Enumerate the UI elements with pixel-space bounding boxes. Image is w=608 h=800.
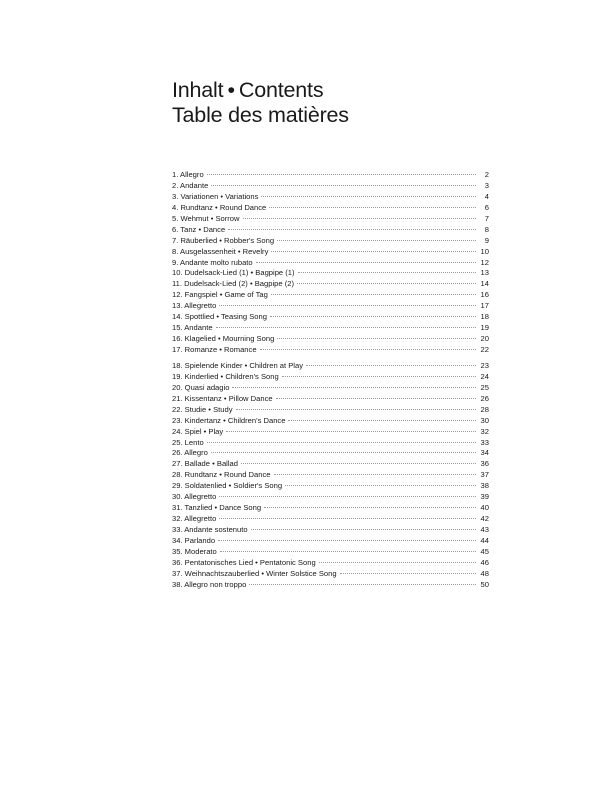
toc-entry-title: 26. Allegro [172, 448, 208, 458]
toc-entry [172, 258, 489, 269]
toc-entry-page-number: 4 [484, 191, 489, 201]
toc-entry [172, 372, 489, 383]
toc-entry-title: 3. Variationen • Variations [172, 191, 259, 201]
dot-leader [219, 496, 476, 497]
toc-entry [172, 345, 489, 356]
toc-entry-title: 30. Allegretto [172, 492, 217, 502]
dot-leader [276, 398, 476, 399]
toc-entry-page-number: 17 [480, 301, 489, 311]
toc-entry-title: 2. Andante [172, 180, 209, 190]
toc-entry-page-number: 26 [480, 393, 489, 403]
toc-entry-title: 29. Soldatenlied • Soldier's Song [172, 481, 283, 491]
toc-entry [172, 459, 489, 470]
toc-entry [172, 236, 489, 247]
toc-entry [172, 492, 489, 503]
dot-leader [306, 365, 476, 366]
dot-leader [251, 529, 476, 530]
dot-leader [271, 294, 476, 295]
toc-entry-title: 10. Dudelsack-Lied (1) • Bagpipe (1) [172, 268, 295, 278]
toc-entry-page-number: 37 [480, 470, 489, 480]
toc-entry [172, 405, 489, 416]
dot-leader [226, 431, 476, 432]
toc-entry [172, 192, 489, 203]
dot-leader [207, 174, 476, 175]
toc-entry-page-number: 13 [480, 268, 489, 278]
toc-entry-page-number: 6 [484, 202, 489, 212]
toc-entry-title: 12. Fangspiel • Game of Tag [172, 290, 268, 300]
toc-entry-title: 8. Ausgelassenheit • Revelry [172, 246, 269, 256]
dot-leader [256, 262, 476, 263]
table-of-contents [172, 170, 489, 591]
dot-leader [282, 376, 476, 377]
toc-entry [172, 170, 489, 181]
dot-leader [228, 229, 476, 230]
toc-entry [172, 470, 489, 481]
toc-entry-page-number: 50 [480, 579, 489, 589]
toc-entry [172, 247, 489, 258]
toc-entry-page-number: 40 [480, 503, 489, 513]
dot-leader [219, 518, 476, 519]
toc-entry [172, 525, 489, 536]
toc-entry-title: 23. Kindertanz • Children's Dance [172, 415, 286, 425]
toc-entry [172, 394, 489, 405]
toc-entry-page-number: 44 [480, 535, 489, 545]
dot-leader [249, 584, 476, 585]
toc-entry-title: 14. Spottlied • Teasing Song [172, 312, 267, 322]
toc-entry-title: 31. Tanzlied • Dance Song [172, 503, 262, 513]
toc-entry-page-number: 43 [480, 525, 489, 534]
toc-entry [172, 312, 489, 323]
toc-entry [172, 361, 489, 372]
toc-entry [172, 181, 489, 192]
toc-entry [172, 547, 489, 558]
toc-entry-title: 17. Romanze • Romance [172, 345, 257, 354]
page-title [172, 78, 349, 128]
toc-entry-page-number: 3 [484, 180, 489, 190]
toc-entry-page-number: 32 [480, 426, 489, 436]
toc-entry-page-number: 48 [480, 568, 489, 578]
dot-leader [270, 316, 476, 317]
toc-entry-title: 18. Spielende Kinder • Children at Play [172, 360, 303, 370]
toc-entry [172, 514, 489, 525]
toc-entry-page-number: 30 [480, 415, 489, 425]
title-line-table-des-matieres: Table des matières [172, 103, 349, 127]
toc-entry-page-number: 2 [484, 170, 489, 179]
toc-entry [172, 301, 489, 312]
dot-leader [236, 409, 477, 410]
dot-leader [277, 338, 476, 339]
dot-leader [264, 507, 476, 508]
toc-entry-page-number: 8 [484, 224, 489, 234]
toc-entry-page-number: 12 [480, 257, 489, 267]
toc-entry [172, 536, 489, 547]
toc-entry-page-number: 14 [480, 279, 489, 289]
toc-entry [172, 334, 489, 345]
toc-entry-title: 21. Kissentanz • Pillow Dance [172, 393, 273, 403]
toc-entry [172, 268, 489, 279]
toc-entry [172, 558, 489, 569]
toc-entry-title: 24. Spiel • Play [172, 426, 224, 436]
dot-leader [241, 463, 476, 464]
toc-entry-title: 16. Klagelied • Mourning Song [172, 334, 275, 344]
toc-entry [172, 416, 489, 427]
toc-entry-title: 4. Rundtanz • Round Dance [172, 202, 267, 212]
toc-group [172, 170, 489, 356]
dot-leader [269, 207, 476, 208]
dot-leader [260, 349, 476, 350]
dot-leader [220, 551, 476, 552]
toc-entry-title: 34. Parlando [172, 535, 216, 545]
toc-entry [172, 503, 489, 514]
dot-leader [211, 452, 476, 453]
toc-entry-page-number: 28 [480, 404, 489, 414]
toc-entry-page-number: 33 [480, 437, 489, 447]
toc-entry-page-number: 25 [480, 382, 489, 392]
toc-entry-title: 11. Dudelsack-Lied (2) • Bagpipe (2) [172, 279, 294, 289]
dot-leader [340, 573, 476, 574]
toc-entry-page-number: 42 [480, 514, 489, 524]
toc-entry [172, 569, 489, 580]
toc-entry-title: 13. Allegretto [172, 301, 217, 311]
toc-entry-page-number: 7 [484, 213, 489, 223]
toc-entry [172, 427, 489, 438]
toc-group [172, 361, 489, 591]
toc-entry-page-number: 45 [480, 546, 489, 556]
toc-entry-title: 27. Ballade • Ballad [172, 459, 238, 469]
toc-entry-title: 38. Allegro non troppo [172, 579, 247, 589]
dot-leader [243, 218, 476, 219]
toc-entry [172, 438, 489, 449]
toc-entry-page-number: 36 [480, 459, 489, 469]
dot-leader [219, 305, 476, 306]
toc-entry-page-number: 9 [484, 235, 489, 245]
dot-leader [261, 196, 476, 197]
toc-entry-title: 15. Andante [172, 323, 213, 333]
toc-entry-title: 6. Tanz • Dance [172, 224, 226, 234]
toc-entry-title: 28. Rundtanz • Round Dance [172, 470, 271, 480]
dot-leader [216, 327, 476, 328]
dot-leader [298, 272, 476, 273]
toc-entry-title: 25. Lento [172, 437, 204, 447]
toc-entry-title: 7. Räuberlied • Robber's Song [172, 235, 275, 245]
toc-entry-page-number: 23 [480, 360, 489, 370]
dot-leader [297, 283, 476, 284]
toc-entry [172, 323, 489, 334]
toc-entry-page-number: 34 [480, 448, 489, 458]
toc-entry [172, 448, 489, 459]
toc-entry [172, 203, 489, 214]
toc-entry-page-number: 20 [480, 334, 489, 344]
dot-leader [274, 474, 477, 475]
toc-entry-title: 36. Pentatonisches Lied • Pentatonic Song [172, 557, 316, 567]
toc-entry-page-number: 38 [480, 481, 489, 491]
toc-entry-title: 37. Weihnachtszauberlied • Winter Solstice Song [172, 568, 337, 578]
dot-leader [271, 251, 476, 252]
dot-leader [277, 240, 476, 241]
toc-entry-title: 33. Andante sostenuto [172, 525, 248, 534]
toc-entry-title: 32. Allegretto [172, 514, 217, 524]
dot-leader [288, 420, 476, 421]
title-line-contents: Inhalt • Contents [172, 78, 324, 102]
toc-entry-page-number: 22 [480, 345, 489, 354]
toc-entry [172, 481, 489, 492]
dot-leader [218, 540, 476, 541]
toc-entry-title: 1. Allegro [172, 170, 204, 179]
toc-entry [172, 225, 489, 236]
toc-entry [172, 279, 489, 290]
toc-entry-title: 9. Andante molto rubato [172, 257, 253, 267]
dot-leader [232, 387, 476, 388]
dot-leader [207, 442, 476, 443]
toc-entry-title: 20. Quasi adagio [172, 382, 230, 392]
toc-entry-page-number: 24 [480, 371, 489, 381]
dot-leader [285, 485, 476, 486]
toc-entry [172, 580, 489, 591]
toc-entry [172, 290, 489, 301]
toc-entry-page-number: 19 [480, 323, 489, 333]
dot-leader [211, 185, 476, 186]
toc-entry-title: 35. Moderato [172, 546, 217, 556]
toc-entry-title: 5. Wehmut • Sorrow [172, 213, 240, 223]
toc-entry [172, 383, 489, 394]
toc-entry-page-number: 39 [480, 492, 489, 502]
toc-entry [172, 214, 489, 225]
toc-entry-page-number: 46 [480, 557, 489, 567]
toc-entry-title: 22. Studie • Study [172, 404, 233, 414]
toc-entry-title: 19. Kinderlied • Children's Song [172, 371, 279, 381]
toc-entry-page-number: 16 [480, 290, 489, 300]
dot-leader [319, 562, 476, 563]
toc-entry-page-number: 18 [480, 312, 489, 322]
toc-entry-page-number: 10 [480, 246, 489, 256]
